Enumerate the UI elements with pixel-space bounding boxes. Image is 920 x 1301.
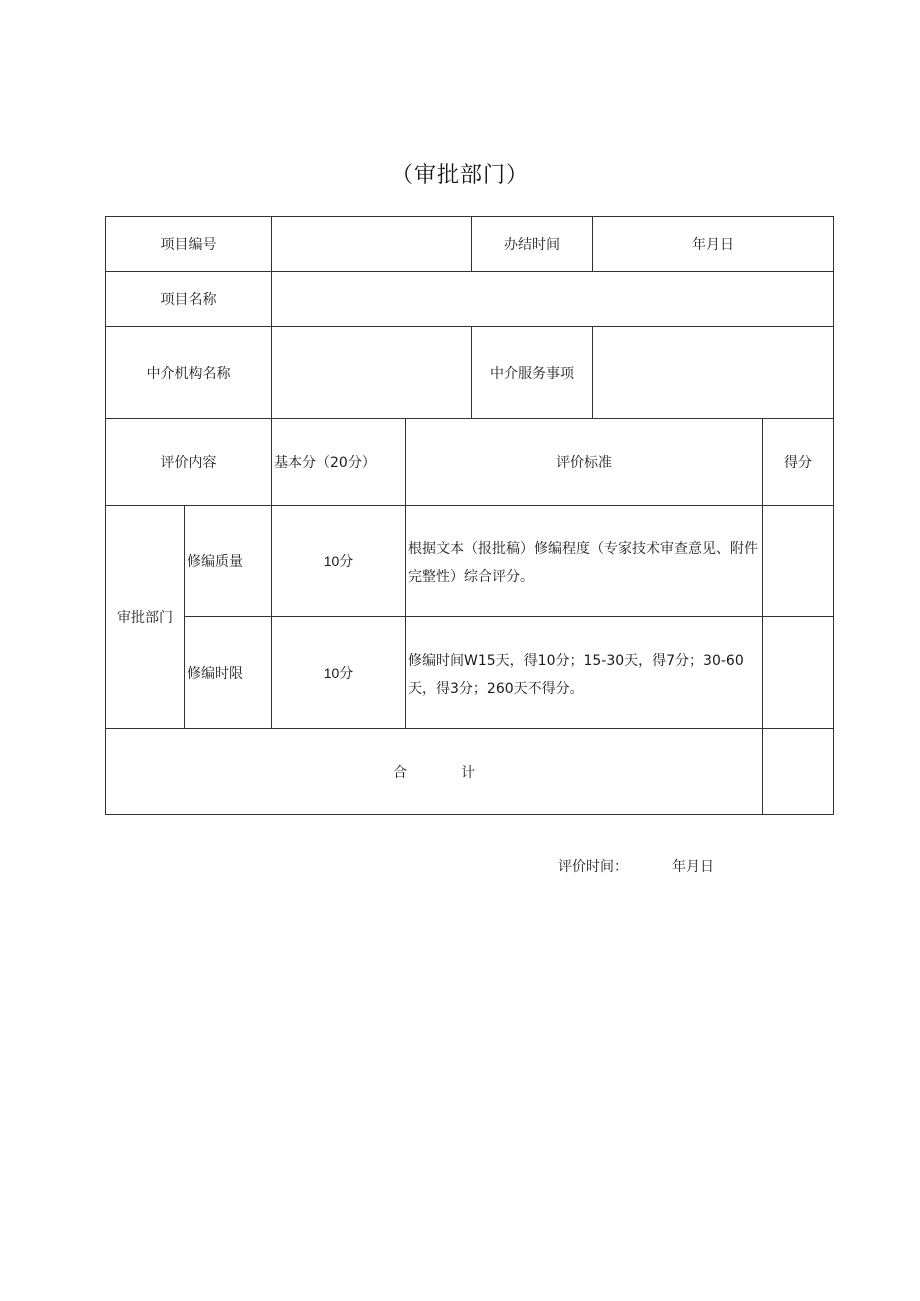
item-score-field[interactable] (763, 617, 834, 729)
dept-label: 审批部门 (106, 506, 185, 729)
total-label-ji: 计 (461, 764, 475, 781)
project-no-field[interactable] (272, 217, 472, 272)
table-row (106, 729, 834, 815)
eval-content-header: 评价内容 (106, 419, 272, 506)
evaluation-table (105, 216, 834, 815)
item-standard: 根据文本（报批稿）修编程度（专家技术审查意见、附件完整性）综合评分。 (406, 506, 763, 617)
total-score-field[interactable] (763, 729, 834, 815)
table-row (106, 272, 834, 327)
table-row (106, 327, 834, 419)
agency-service-field[interactable] (593, 327, 834, 419)
total-label-he: 合 (393, 764, 407, 781)
item-points: 10分 (272, 617, 406, 729)
item-points: 10分 (272, 506, 406, 617)
item-name: 修编质量 (185, 506, 272, 617)
total-label (106, 729, 763, 815)
eval-date-line (558, 856, 714, 876)
eval-date-label: 评价时间： (558, 859, 628, 875)
table-row (106, 419, 834, 506)
project-name-label: 项目名称 (106, 272, 272, 327)
eval-standard-header: 评价标准 (406, 419, 763, 506)
agency-name-label: 中介机构名称 (106, 327, 272, 419)
finish-time-label: 办结时间 (472, 217, 593, 272)
item-name: 修编时限 (185, 617, 272, 729)
project-no-label: 项目编号 (106, 217, 272, 272)
item-standard: 修编时间W15天，得10分；15-30天，得7分；30-60天，得3分；260天不得分。 (406, 617, 763, 729)
agency-name-field[interactable] (272, 327, 472, 419)
table-row (106, 617, 834, 729)
table-row (106, 506, 834, 617)
document-title: （审批部门） (390, 163, 529, 188)
table-row (106, 217, 834, 272)
project-name-field[interactable] (272, 272, 834, 327)
agency-service-label: 中介服务事项 (472, 327, 593, 419)
base-score-header: 基本分（20分） (272, 419, 406, 506)
eval-date-value: 年月日 (672, 859, 714, 875)
item-score-field[interactable] (763, 506, 834, 617)
finish-time-field[interactable]: 年月日 (593, 217, 834, 272)
score-header: 得分 (763, 419, 834, 506)
